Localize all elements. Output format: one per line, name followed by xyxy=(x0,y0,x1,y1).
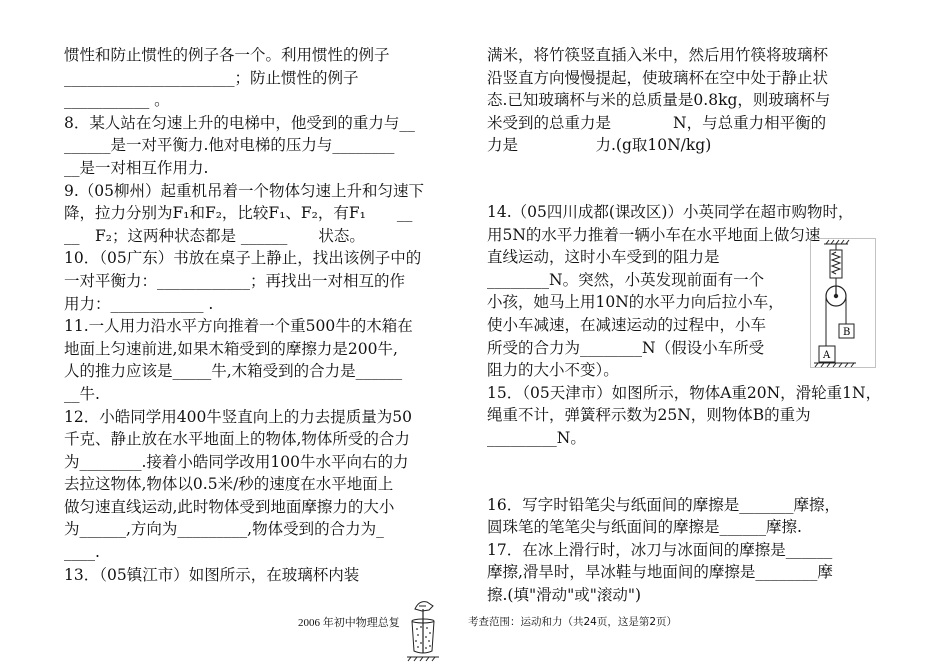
text-line: 态.已知玻璃杯与米的总质量是0.8kg，则玻璃杯与 xyxy=(487,91,831,110)
spacer xyxy=(487,157,887,201)
text-line: ______是一对平衡力.他对电梯的压力与________ xyxy=(64,136,395,155)
question-10-line: 10．（05广东）书放在桌子上静止，找出该例子中的 xyxy=(64,249,422,268)
question-15-line: 15．（05天津市）如图所示，物体A重20N，滑轮重1N， xyxy=(487,383,882,402)
text-line: 用5N的水平力推着一辆小车在水平地面上做匀速 xyxy=(487,225,821,244)
question-17-line: 17．在冰上滑行时，冰刀与冰面间的摩擦是______ xyxy=(487,540,833,559)
text-line: 千克、静止放在水平地面上的物体,物体所受的合力 xyxy=(64,430,410,449)
text-line: __ F₂；这两种状态都是 ______ 状态。 xyxy=(64,226,365,245)
text-line: 力是 力.(g取10N/kg) xyxy=(487,136,712,155)
text-line: __是一对相互作用力. xyxy=(64,158,209,177)
text-line: ___________ 。 xyxy=(64,91,170,110)
question-14-line: 14.（05四川成都(课改区)）小英同学在超市购物时， xyxy=(487,202,854,221)
text-line: 降，拉力分别为F₁和F₂，比较F₁、F₂，有F₁ __ xyxy=(64,204,413,223)
text-line: 绳重不计，弹簧秤示数为25N，则物体B的重为 xyxy=(487,406,811,425)
text-line: 为________.接着小皓同学改用100牛水平向右的力 xyxy=(64,452,409,471)
text-line: 人的推力应该是_____牛,木箱受到的合力是______ xyxy=(64,362,403,381)
hand-icon xyxy=(415,602,433,611)
question-16-line: 16．写字时铅笔尖与纸面间的摩擦是_______摩擦， xyxy=(487,495,840,514)
text-line: 用力：____________ . xyxy=(64,294,214,313)
text-line: ______________________；防止惯性的例子 xyxy=(64,68,359,87)
question-13-line: 13．（05镇江市）如图所示，在玻璃杯内装 xyxy=(64,565,360,584)
text-line: 摩擦,滑旱时，旱冰鞋与地面间的摩擦是________摩 xyxy=(487,563,833,582)
text-line: 沿竖直方向慢慢提起，使玻璃杯在空中处于静止状 xyxy=(487,68,829,87)
text-line: 米受到的总重力是 N，与总重力相平衡的 xyxy=(487,113,827,132)
pulley-figure xyxy=(810,238,876,368)
footer-page-info: 考查范围：运动和力（共24页，这是第2页） xyxy=(468,616,678,628)
text-line: _________N。 xyxy=(487,428,586,447)
text-line: 惯性和防止惯性的例子各一个。利用惯性的例子 xyxy=(64,46,390,64)
spring-scale xyxy=(830,244,842,286)
question-12-line: 12．小皓同学用400牛竖直向上的力去提质量为50 xyxy=(64,407,413,426)
question-8-line: 8．某人站在匀速上升的电梯中，他受到的重力与__ xyxy=(64,113,415,132)
left-column xyxy=(64,44,469,586)
spacer xyxy=(487,450,887,494)
block-b xyxy=(839,324,854,338)
text-line: 满米，将竹筷竖直插入米中，然后用竹筷将玻璃杯 xyxy=(487,46,829,64)
text-line: 所受的合力为________N（假设小车所受 xyxy=(487,338,765,357)
svg-text:B: B xyxy=(843,327,851,338)
text-line: 圆珠笔的笔笔尖与纸面间的摩擦是______摩擦. xyxy=(487,518,802,537)
ceiling-hatch xyxy=(824,240,849,244)
text-line: 地面上匀速前进,如果木箱受到的摩擦力是200牛, xyxy=(64,339,398,358)
block-a xyxy=(819,346,835,362)
text-line: 去拉这物体,物体以0.5米/秒的速度在水平地面上 xyxy=(64,475,394,494)
text-line: 直线运动，这时小车受到的阻力是 xyxy=(487,248,720,267)
text-line: 阻力的大小不变）。 xyxy=(487,361,619,380)
text-line: 做匀速直线运动,此时物体受到地面摩擦力的大小 xyxy=(64,497,395,516)
ground-hatch xyxy=(407,657,439,661)
text-line: 一对平衡力：____________；再找出一对相互的作 xyxy=(64,271,406,290)
text-line: 小孩，她马上用10N的水平力向后拉小车， xyxy=(487,293,784,312)
rice-glass-figure xyxy=(405,597,441,665)
text-line: 擦.(填"滑动"或"滚动") xyxy=(487,585,642,604)
pulley-wheel xyxy=(826,286,846,306)
footer-course-title: 2006 年初中物理总复 xyxy=(298,617,400,629)
svg-text:A: A xyxy=(823,350,831,361)
text-line: __牛. xyxy=(64,384,100,403)
text-line: 为______,方向为_________,物体受到的合力为_ xyxy=(64,520,384,539)
text-line: ____. xyxy=(64,543,100,562)
question-9-line: 9.（05柳州）起重机吊着一个物体匀速上升和匀速下 xyxy=(64,181,425,200)
text-line: 使小车减速，在减速运动的过程中，小车 xyxy=(487,315,767,334)
ground-hatch xyxy=(814,363,856,367)
text-line: ________N。突然，小英发现前面有一个 xyxy=(487,270,765,289)
question-11-line: 11.一人用力沿水平方向推着一个重500牛的木箱在 xyxy=(64,317,413,336)
